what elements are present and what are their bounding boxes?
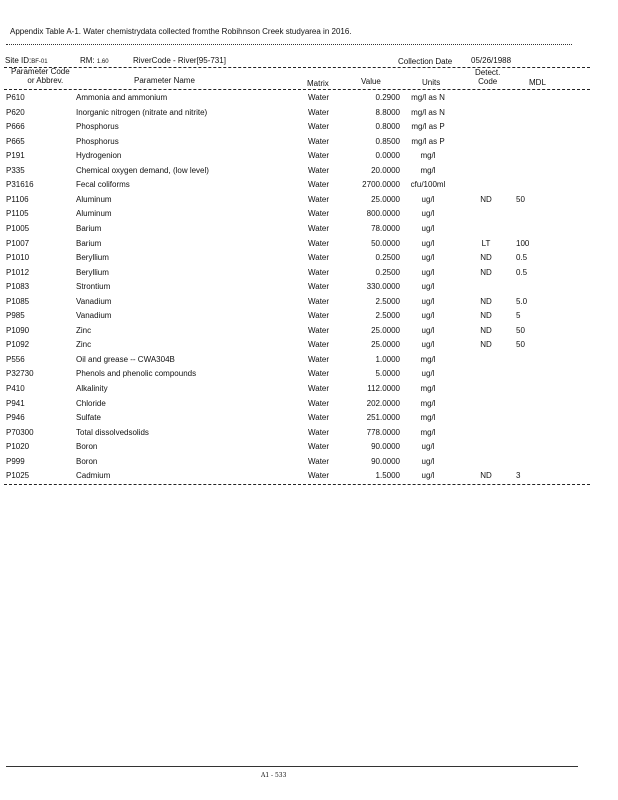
cell-value: 25.0000 [371, 340, 400, 350]
table-row [0, 268, 618, 282]
site-id-label: Site ID: [5, 56, 32, 65]
cell-units: mg/l [420, 151, 436, 161]
cell-matrix: Water [308, 311, 330, 321]
cell-value: 50.0000 [371, 238, 400, 248]
cell-value: 1.0000 [375, 354, 400, 364]
cell-units: mg/l [420, 427, 436, 437]
cell-code: P1106 [6, 194, 29, 204]
cell-matrix: Water [308, 122, 330, 132]
cell-name: Boron [76, 442, 98, 452]
cell-value: 0.8000 [375, 122, 400, 132]
cell-name: Alkalinity [76, 384, 108, 393]
cell-matrix: Water [308, 253, 330, 263]
cell-value: 0.0000 [375, 151, 400, 161]
cell-matrix: Water [308, 223, 330, 233]
table-caption: Appendix Table A-1. Water chemistrydata collected fromthe Robihnson Creek studyarea in 2016. [10, 27, 352, 36]
cell-units: cfu/100ml [410, 180, 446, 190]
cell-name: Phenols and phenolic compounds [76, 369, 197, 379]
cell-name: Chloride [76, 398, 106, 408]
cell-name: Zinc [76, 340, 92, 350]
table-row [0, 195, 618, 209]
column-header-detect-line1: Detect. [475, 68, 501, 77]
cell-units: mg/l as N [411, 93, 445, 102]
cell-name: Oil and grease -- CWA304B [76, 354, 175, 364]
cell-mdl: 100 [516, 238, 530, 248]
column-header-code-line2: or Abbrev. [27, 76, 64, 85]
cell-name: Beryllium [76, 253, 109, 263]
cell-detect: ND [480, 340, 492, 350]
cell-mdl: 50 [516, 194, 525, 204]
table-row [0, 369, 618, 383]
cell-matrix: Water [308, 136, 330, 146]
table-row [0, 442, 618, 456]
table-row [0, 93, 618, 107]
cell-code: P191 [6, 151, 25, 161]
cell-code: P1092 [6, 340, 30, 350]
column-header-value: Value [361, 77, 381, 86]
cell-mdl: 5 [516, 311, 521, 321]
cell-mdl: 0.5 [516, 253, 528, 263]
table-row [0, 297, 618, 311]
cell-name: Vanadium [76, 311, 112, 321]
table-row [0, 137, 618, 151]
cell-name: Vanadium [76, 296, 112, 306]
table-row [0, 384, 618, 398]
collection-date: 05/26/1988 [471, 56, 512, 65]
cell-matrix: Water [308, 340, 330, 350]
cell-units: ug/l [421, 194, 435, 204]
column-header-matrix: Matrix [307, 79, 329, 88]
table-row [0, 282, 618, 296]
cell-name: Sulfate [76, 413, 101, 423]
footer-rule [6, 766, 578, 767]
cell-units: ug/l [421, 282, 435, 292]
cell-matrix: Water [308, 442, 330, 452]
cell-units: mg/l [420, 354, 436, 364]
cell-units: ug/l [421, 296, 435, 306]
table-row [0, 311, 618, 325]
cell-detect: LT [481, 238, 491, 248]
table-row [0, 224, 618, 238]
cell-units: ug/l [421, 311, 435, 321]
cell-code: P1085 [6, 296, 30, 306]
table-row [0, 399, 618, 413]
cell-detect: ND [480, 471, 492, 481]
cell-units: ug/l [421, 238, 435, 248]
cell-code: P665 [6, 136, 25, 146]
cell-mdl: 0.5 [516, 267, 528, 277]
cell-units: ug/l [421, 253, 435, 263]
cell-code: P1005 [6, 223, 30, 233]
cell-units: mg/l [420, 398, 436, 408]
table-row [0, 209, 618, 223]
column-header-code [11, 67, 70, 85]
caption-divider [6, 44, 572, 45]
table-row [0, 413, 618, 427]
cell-value: 25.0000 [371, 194, 400, 204]
cell-units: ug/l [421, 267, 435, 277]
cell-code: P31616 [6, 180, 34, 190]
cell-units: ug/l [421, 223, 435, 233]
cell-detect: ND [480, 311, 492, 321]
cell-code: P620 [6, 107, 25, 117]
cell-mdl: 50 [516, 325, 525, 335]
site-id [5, 56, 48, 65]
cell-units: mg/l [420, 165, 436, 175]
cell-matrix: Water [308, 471, 330, 481]
cell-value: 8.8000 [375, 107, 400, 117]
cell-value: 20.0000 [371, 165, 400, 175]
cell-name: Aluminum [76, 194, 112, 204]
cell-matrix: Water [308, 354, 330, 364]
cell-matrix: Water [308, 398, 330, 408]
cell-value: 90.0000 [371, 456, 400, 466]
cell-units: mg/l [420, 384, 436, 393]
cell-code: P946 [6, 413, 25, 423]
cell-mdl: 50 [516, 340, 525, 350]
cell-value: 800.0000 [366, 209, 400, 219]
cell-name: Boron [76, 456, 98, 466]
table-row [0, 326, 618, 340]
cell-matrix: Water [308, 194, 330, 204]
cell-code: P335 [6, 165, 25, 175]
cell-name: Ammonia and ammonium [76, 93, 168, 102]
cell-value: 2.5000 [375, 296, 400, 306]
cell-value: 0.8500 [375, 136, 400, 146]
cell-code: P610 [6, 93, 25, 102]
cell-units: ug/l [421, 471, 435, 481]
cell-units: mg/l as N [411, 107, 445, 117]
column-header-detect [475, 68, 500, 86]
cell-units: mg/l [420, 413, 436, 423]
table-row [0, 340, 618, 354]
cell-value: 0.2900 [375, 93, 400, 102]
cell-name: Barium [76, 238, 102, 248]
cell-value: 778.0000 [366, 427, 400, 437]
cell-name: Hydrogenion [76, 151, 122, 161]
cell-code: P410 [6, 384, 25, 393]
column-header-name: Parameter Name [134, 76, 195, 85]
river-mile [80, 56, 109, 65]
cell-matrix: Water [308, 384, 330, 393]
cell-value: 25.0000 [371, 325, 400, 335]
column-header-mdl: MDL [529, 78, 546, 87]
cell-detect: ND [480, 253, 492, 263]
column-header-units: Units [422, 78, 441, 87]
column-header-detect-line2: Code [478, 77, 498, 86]
cell-matrix: Water [308, 180, 330, 190]
cell-name: Cadmium [76, 471, 111, 481]
cell-name: Aluminum [76, 209, 112, 219]
cell-mdl: 3 [516, 471, 521, 481]
cell-name: Phosphorus [76, 136, 119, 146]
cell-code: P1010 [6, 253, 30, 263]
cell-units: ug/l [421, 442, 435, 452]
cell-units: ug/l [421, 325, 435, 335]
cell-matrix: Water [308, 165, 330, 175]
cell-code: P1083 [6, 282, 30, 292]
cell-detect: ND [480, 194, 492, 204]
cell-code: P1012 [6, 267, 30, 277]
cell-value: 2.5000 [375, 311, 400, 321]
cell-code: P70300 [6, 427, 34, 437]
cell-code: P999 [6, 456, 25, 466]
cell-code: P941 [6, 398, 25, 408]
cell-matrix: Water [308, 282, 330, 292]
cell-name: Phosphorus [76, 122, 119, 132]
cell-value: 5.0000 [375, 369, 400, 379]
cell-matrix: Water [308, 325, 330, 335]
header-top-rule [4, 67, 590, 68]
cell-name: Total dissolvedsolids [76, 427, 149, 437]
table-row [0, 122, 618, 136]
cell-matrix: Water [308, 151, 330, 161]
cell-value: 0.2500 [375, 253, 400, 263]
cell-value: 251.0000 [366, 413, 400, 423]
cell-code: P556 [6, 354, 25, 364]
cell-value: 112.0000 [367, 384, 400, 393]
cell-code: P1105 [6, 209, 29, 219]
cell-matrix: Water [308, 427, 330, 437]
collection-date-label: Collection Date [398, 57, 453, 66]
cell-name: Inorganic nitrogen (nitrate and nitrite) [76, 107, 208, 117]
cell-name: Chemical oxygen demand, (low level) [76, 165, 209, 175]
rm-value: 1.60 [96, 59, 109, 65]
cell-matrix: Water [308, 107, 330, 117]
cell-code: P666 [6, 122, 25, 132]
cell-mdl: 5.0 [516, 296, 528, 306]
cell-units: ug/l [421, 369, 435, 379]
cell-name: Zinc [76, 325, 92, 335]
cell-value: 0.2500 [375, 267, 400, 277]
cell-units: ug/l [421, 209, 435, 219]
table-row [0, 151, 618, 165]
table-row [0, 253, 618, 267]
cell-code: P985 [6, 311, 25, 321]
site-id-value: BF-01 [31, 59, 48, 65]
cell-detect: ND [480, 296, 492, 306]
cell-code: P32730 [6, 369, 34, 379]
cell-value: 202.0000 [366, 398, 400, 408]
cell-matrix: Water [308, 93, 330, 102]
cell-name: Barium [76, 223, 102, 233]
cell-units: ug/l [421, 340, 435, 350]
cell-units: ug/l [421, 456, 435, 466]
cell-units: mg/l as P [411, 136, 445, 146]
table-row [0, 457, 618, 471]
cell-detect: ND [480, 267, 492, 277]
cell-units: mg/l as P [411, 122, 445, 132]
cell-value: 1.5000 [375, 471, 400, 481]
table-row [0, 239, 618, 253]
table-row [0, 166, 618, 180]
cell-value: 78.0000 [371, 223, 400, 233]
cell-name: Fecal coliforms [76, 180, 130, 190]
header-bottom-rule [4, 89, 590, 90]
cell-matrix: Water [308, 456, 330, 466]
cell-value: 330.0000 [366, 282, 400, 292]
cell-matrix: Water [308, 267, 330, 277]
cell-detect: ND [480, 325, 492, 335]
cell-matrix: Water [308, 238, 330, 248]
cell-code: P1020 [6, 442, 30, 452]
cell-matrix: Water [308, 413, 330, 423]
table-row [0, 180, 618, 194]
cell-value: 2700.0000 [362, 180, 400, 190]
cell-code: P1090 [6, 325, 30, 335]
river-code: RiverCode - River[95-731] [133, 56, 226, 65]
cell-code: P1025 [6, 471, 30, 481]
cell-matrix: Water [308, 296, 330, 306]
cell-matrix: Water [308, 209, 330, 219]
cell-matrix: Water [308, 369, 330, 379]
cell-name: Strontium [76, 282, 111, 292]
table-row [0, 355, 618, 369]
page-number: A1 - 533 [261, 772, 287, 779]
column-header-code-line1: Parameter Code [11, 67, 70, 76]
table-row [0, 108, 618, 122]
cell-code: P1007 [6, 238, 30, 248]
cell-name: Beryllium [76, 267, 109, 277]
table-row [0, 428, 618, 442]
cell-value: 90.0000 [371, 442, 400, 452]
table-bottom-rule [4, 484, 590, 485]
rm-label: RM: [80, 56, 95, 65]
